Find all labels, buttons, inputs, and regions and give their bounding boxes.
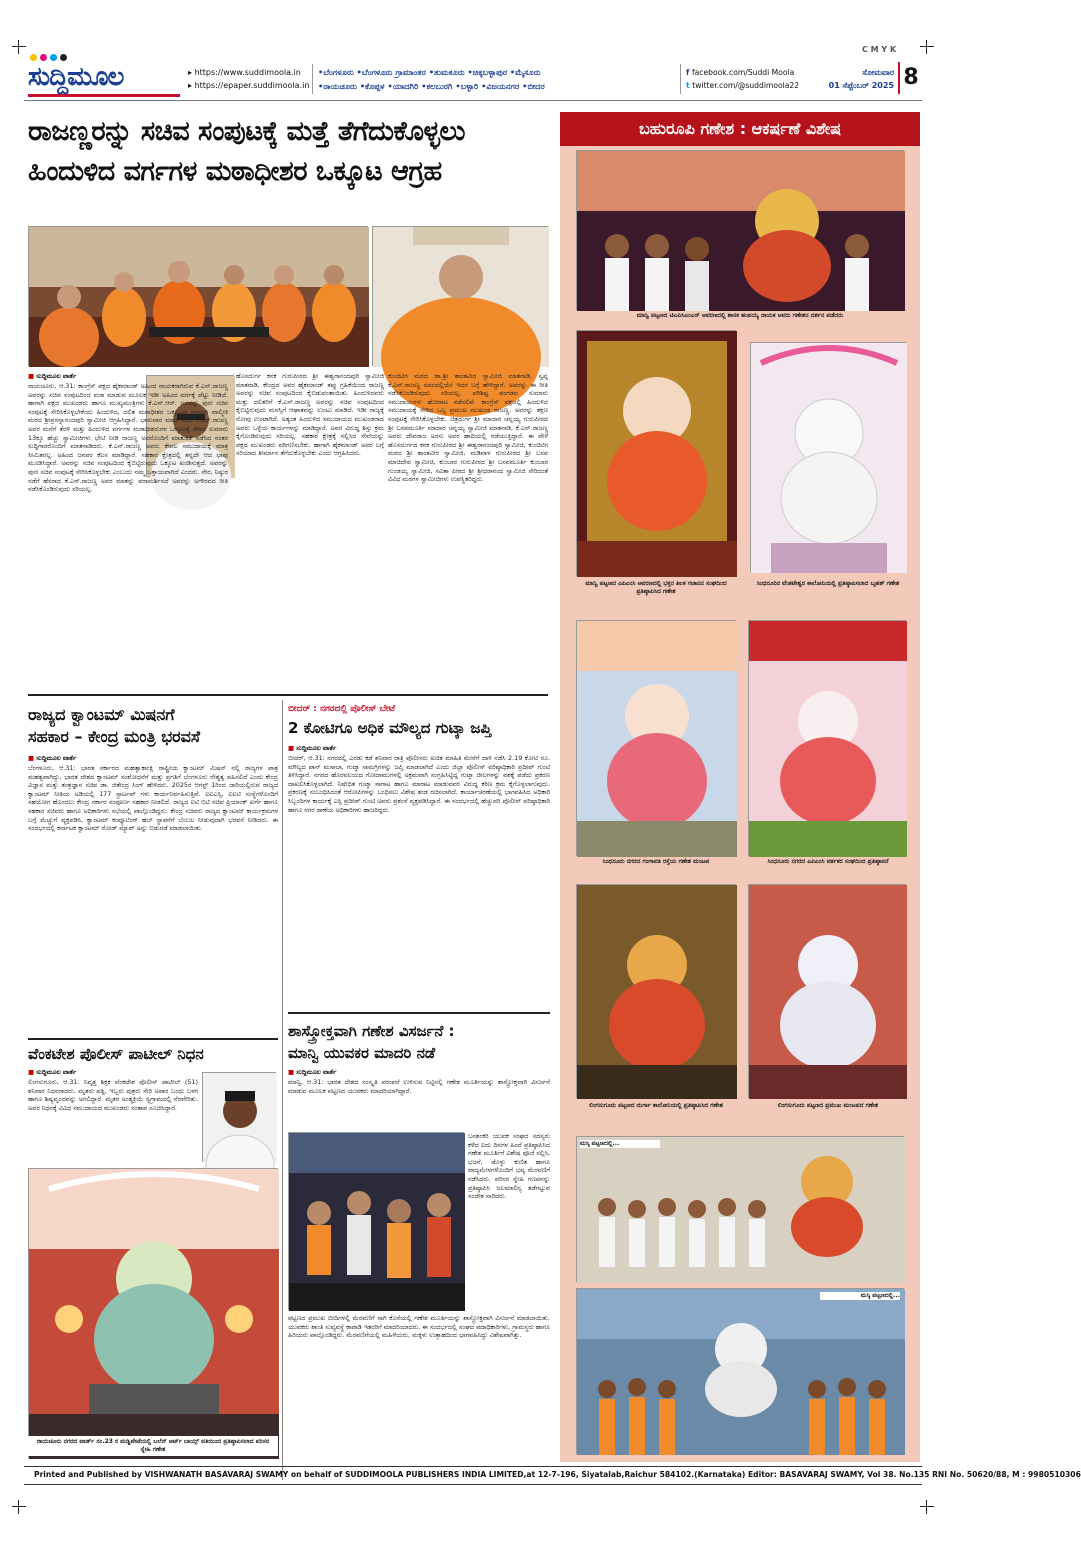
url-block [188,66,309,92]
right-photo-7 [748,884,906,1098]
crop-mark-bottom-left [12,1500,26,1514]
right-photo-4 [576,620,736,856]
lead-body-col2: ಹೊಸದುರ್ಗ ಕನಕ ಗುರುಪೀಠದ ಶ್ರೀ ಈಶ್ವರಾನಂದಪುರಿ ಸ್ವಾಮೀಜಿ ಮಾತನಾಡಿ, ಕೇಂದ್ರದ ಅವರ ಹೈಕಮಾಂಡ್ ತಪ್ಪು ಗ್ರಹಿಕೆಯಿಂದ ರಾಜಣ್ಣ ಅವರನ್ನು ಸಚಿವ ಸಂಪುಟದಿಂದ ಕೈಬಿಡುವಂತಾಯಿತು. ಹಿಂದುಳಿದವರು ಮತ್ತು ದಲಿತರಿಗೆ ಕೆ.ಎನ್.ರಾಜಣ್ಣ ಅವರನ್ನು ಸಚಿವ ಸಂಪುಟದಿಂದ ಕೈಬಿಟ್ಟಿರುವುದು ಮನಸ್ಸಿಗೆ ಆಘಾತವನ್ನು ಉಂಟು ಮಾಡಿದೆ. ಇಡೀ ರಾಜ್ಯಕ್ಕೆ ನೋವು ಉಂಟಾಗಿದೆ. ಅತ್ಯಂತ ಹಿಂದುಳಿದ ಸಮುದಾಯದ ಮುಖಂಡರಾದ ಅವರು ಒಳ್ಳೆಯ ಕಾರ್ಯಗಳನ್ನು ಮಾಡಿದ್ದಾರೆ. ಅವರ ವಿರುದ್ಧ ಶಿಸ್ತು ಕ್ರಮ ಕೈಗೊಂಡಿರುವುದು ಸರಿಯಲ್ಲ. ಸಹಕಾರ ಕ್ಷೇತ್ರಕ್ಕೆ ಸಲ್ಲಿಸಿದ ಸೇವೆಯನ್ನು ಪಕ್ಷದ ಮುಖಂಡರು ಪರಿಗಣಿಸಬೇಕು. ಹಾಗಾಗಿ ಹೈಕಮಾಂಡ್ ಅವರ ಬಗ್ಗೆ ಸರಿಯಾದ ತೀರ್ಮಾನ ತೆಗೆದುಕೊಳ್ಳಬೇಕು ಎಂದು ಆಗ್ರಹಿಸಿದರು. [236,372,384,458]
masthead-divider-2 [680,64,681,94]
masthead-divider-1 [312,64,313,94]
obit-portrait [202,1072,276,1162]
editions-list [318,65,545,93]
visarjane-body-side: ಬನಶಂಕರಿ ಯುವಕ ಸಂಘದ ಸದಸ್ಯರು ಕಳೆದ ಐದು ದಿನಗಳ ಹಿಂದೆ ಪ್ರತಿಷ್ಠಾಪಿಸಿದ ಗಣೇಶ ಮೂರ್ತಿಗೆ ವಿಶೇಷ ಪೂಜೆ ಸಲ್ಲಿಸಿ, ಭಜನೆ, ಡೊಳ್ಳು ಕುಣಿತ ಹಾಗೂ ವಾದ್ಯಮೇಳಗಳೊಂದಿಗೆ ಭವ್ಯ ಮೆರವಣಿಗೆ ನಡೆಸಿದರು. ಪರಿಸರ ಸ್ನೇಹಿ ಗಣಪನನ್ನು ಪ್ರತಿಷ್ಠಾಪಿಸಿ ಜಲಮಾಲಿನ್ಯ ತಡೆಗಟ್ಟುವ ಸಂದೇಶ ಸಾರಿದರು. [468,1132,550,1201]
obit-body: ಲಿಂಗಸುಗೂರು, ಆ.31: ನಿವೃತ್ತ ಶಿಕ್ಷಕ ವೆಂಕಟೇಶ ಪೊಲೀಸ್ ಪಾಟೀಲ್ (51) ಶನಿವಾರ ನಿಧನರಾದರು. ಮೃತರು ಪತ್ನಿ, ಇಬ್ಬರು ಪುತ್ರರು ಸೇರಿ ಅಪಾರ ಬಂಧು ಬಳಗ ಹಾಗೂ ಶಿಷ್ಯವೃಂದವನ್ನು ಅಗಲಿದ್ದಾರೆ. ಮೃತರ ಅಂತ್ಯಕ್ರಿಯೆ ಸ್ವಗ್ರಾಮದಲ್ಲಿ ನೆರವೇರಿತು. ಅವರ ನಿಧನಕ್ಕೆ ವಿವಿಧ ಸಮುದಾಯದ ಮುಖಂಡರು ಸಂತಾಪ ಸೂಚಿಸಿದ್ದಾರೆ. [28,1078,198,1112]
lead-body-col3-visible: ಕುಂಚಿಟಿಗ ಮಠದ ಡಾ.ಶ್ರೀ ಶಾಂತವೀರ ಸ್ವಾಮೀಜಿ ಮಾತನಾಡಿ, ಸ್ವಪ್ನ ಕೆ.ಎನ್.ರಾಜಣ್ಣ ಸದನದಲ್ಲಿಯೇ ಇದರ ಬಗ್ಗೆ ಹೇಳಿದ್ದಾರೆ. ಅವರನ್ನು ಈ ರೀತಿ ನಡೆಸಿಕೊಂಡಿರುವುದು ಸರಿಯಲ್ಲ. ಪರಿಶಿಷ್ಟ ಪಂಗಡದ ಸುಮಾರು ಸಮುದಾಯಗಳು ಹೋರಾಟ ನಡೆಸಲಿವೆ. ಕಾಂಗ್ರೆಸ್ ಪಕ್ಷದಲ್ಲಿ ಹಿಂದುಳಿದ ಸಮುದಾಯಕ್ಕೆ ಸೇರಿದ ಒಬ್ಬ ಪ್ರಮುಖ ಮುಖಂಡ ರಾಜಣ್ಣ. ಅವರನ್ನು ತಕ್ಷಣ ಸಂಪುಟಕ್ಕೆ ಸೇರಿಸಿಕೊಳ್ಳಬೇಕು. ಚಿತ್ರದುರ್ಗ ಶ್ರೀ ಮಾದಾರ ಚನ್ನಯ್ಯ ಗುರುಪೀಠದ ಶ್ರೀ ಬಸವಮೂರ್ತಿ ಮಾದಾರ ಚನ್ನಯ್ಯ ಸ್ವಾಮೀಜಿ ಮಾತನಾಡಿ, ಕೆ.ಎನ್.ರಾಜಣ್ಣ ಅವರು ದೇವರಾಜ ಅರಸು ಅವರ ಹಾದಿಯಲ್ಲಿ ನಡೆಯುತ್ತಿದ್ದಾರೆ. ಈ ವೇಳೆ ಹೊಸದುರ್ಗದ ಕನಕ ಗುರುಪೀಠದ ಶ್ರೀ ಈಶ್ವರಾನಂದಪುರಿ ಸ್ವಾಮೀಜಿ, ಕುಂಚಿಟಿಗ ಮಠದ ಶ್ರೀ ಶಾಂತವೀರ ಸ್ವಾಮೀಜಿ, ಮಡಿವಾಳ ಗುರುಪೀಠದ ಶ್ರೀ ಬಸವ ಮಾಚಿದೇವ ಸ್ವಾಮೀಜಿ, ಕುಂಬಾರ ಗುರುಪೀಠದ ಶ್ರೀ ಬಸವಮೂರ್ತಿ ಕುಂಬಾರ ಗುಂಡಯ್ಯ ಸ್ವಾಮೀಜಿ, ಸವಿತಾ ಪೀಠದ ಶ್ರೀ ಶ್ರೀಧರಾನಂದ ಸ್ವಾಮೀಜಿ ಸೇರಿದಂತೆ ವಿವಿಧ ಮಠಗಳ ಸ್ವಾಮೀಜಿಗಳು ಉಪಸ್ಥಿತರಿದ್ದರು. [388,372,548,484]
obit-headline: ವೆಂಕಟೇಶ ಪೊಲೀಸ್ ಪಾಟೀಲ್ ನಿಧನ [28,1045,204,1063]
visarjane-byline: ■ ಸುದ್ದಿಮೂಲ ವಾರ್ತೆ [288,1068,337,1076]
visarjane-body-bottom: ಪಟ್ಟಣದ ಪ್ರಮುಖ ಬೀದಿಗಳಲ್ಲಿ ಮೆರವಣಿಗೆ ಸಾಗಿ ಕೊನೆಯಲ್ಲಿ ಗಣೇಶ ಮೂರ್ತಿಯನ್ನು ಶಾಸ್ತ್ರೋಕ್ತವಾಗಿ ವಿಸರ್ಜನೆ ಮಾಡಲಾಯಿತು. ಯುವಕರು ಶಾಂತಿ ಸುವ್ಯವಸ್ಥೆ ಕಾಪಾಡಿ ಇತರರಿಗೆ ಮಾದರಿಯಾದರು. ಈ ಸಂದರ್ಭದಲ್ಲಿ ಸಂಘದ ಪದಾಧಿಕಾರಿಗಳು, ಗ್ರಾಮಸ್ಥರು ಹಾಗೂ ಹಿರಿಯರು ಪಾಲ್ಗೊಂಡಿದ್ದರು. ಮೆರವಣಿಗೆಯಲ್ಲಿ ಮಹಿಳೆಯರು, ಮಕ್ಕಳು ಉತ್ಸಾಹದಿಂದ ಭಾಗವಹಿಸಿದ್ದು ವಿಶೇಷವಾಗಿತ್ತು. [288,1314,550,1340]
facebook-icon: f [686,68,692,77]
cmyk-label: C M Y K [862,45,897,54]
right-photo-1 [576,150,904,310]
bottom-left-ganesha-photo [28,1168,278,1458]
crop-mark-bottom-right [920,1500,934,1514]
bullet-icon: ■ [28,754,35,762]
bidar-body: ಬೀದರ್, ಆ.31: ನಗರದಲ್ಲಿ ಎರಡು ಕಡೆ ಶನಿವಾರ ರಾತ್ರಿ ಪೊಲೀಸರು ಖಚಿತ ಮಾಹಿತಿ ಮೇರೆಗೆ ದಾಳಿ ನಡೆಸಿ 2.19 ಕೋಟಿ ರೂ. ಮೌಲ್ಯದ ಪಾನ್ ಮಸಾಲಾ, ಗುಟ್ಕಾ ಸಾಮಗ್ರಿಗಳನ್ನು ಜಪ್ತಿ ಮಾಡಲಾಗಿದೆ ಎಂದು ಜಿಲ್ಲಾ ಪೊಲೀಸ್ ವರಿಷ್ಠಾಧಿಕಾರಿ ಪ್ರದೀಪ್ ಗುಂಟಿ ತಿಳಿಸಿದ್ದಾರೆ. ನಗರದ ಹೊರವಲಯದ ಗೋದಾಮುಗಳಲ್ಲಿ ಅಕ್ರಮವಾಗಿ ಸಂಗ್ರಹಿಸಿಟ್ಟಿದ್ದ ಗುಟ್ಕಾ ಚೀಲಗಳನ್ನು ವಶಕ್ಕೆ ಪಡೆದು ಪ್ರಕರಣ ದಾಖಲಿಸಿಕೊಳ್ಳಲಾಗಿದೆ. ನಿಷೇಧಿತ ಗುಟ್ಕಾ ಸಾಗಾಟ ಹಾಗೂ ಮಾರಾಟ ಮಾಡುವವರ ವಿರುದ್ಧ ಕಠಿಣ ಕ್ರಮ ಕೈಗೊಳ್ಳಲಾಗುವುದು. ಪ್ರಕರಣಕ್ಕೆ ಸಂಬಂಧಿಸಿದಂತೆ ಆರೋಪಿಗಳನ್ನು ಬಂಧಿಸಲು ವಿಶೇಷ ತಂಡ ರಚಿಸಲಾಗಿದೆ. ಕಾರ್ಯಾಚರಣೆಯಲ್ಲಿ ಭಾಗವಹಿಸಿದ ಅಧಿಕಾರಿ ಸಿಬ್ಬಂದಿಗಳ ಕಾರ್ಯಕ್ಕೆ ಎಸ್ಪಿ ಪ್ರದೀಪ್ ಗುಂಟಿ ಅವರು ಪ್ರಶಂಸೆ ವ್ಯಕ್ತಪಡಿಸಿದ್ದಾರೆ. ಈ ಸಂದರ್ಭದಲ್ಲಿ ಹೆಚ್ಚುವರಿ ಪೊಲೀಸ್ ವರಿಷ್ಠಾಧಿಕಾರಿ ಹಾಗೂ ನಗರ ಠಾಣೆಯ ಅಧಿಕಾರಿಗಳು ಹಾಜರಿದ್ದರು. [288,754,550,814]
social-block [686,66,799,92]
twitter-icon: t [686,81,693,90]
right-caption-9: ಮಸ್ಕಿ ಪಟ್ಟಣದಲ್ಲಿ... [820,1292,900,1300]
editions-row-2: •ರಾಯಚೂರು •ಕೊಪ್ಪಳ •ಯಾದಗಿರಿ •ಕಲಬುರಗಿ •ಬಳ್ಳಾರಿ •ವಿಜಯನಗರ •ಬೀದರ [318,81,545,91]
column-divider [282,700,283,1480]
date-block [808,66,894,92]
bidar-kicker: ಬೀದರ್ : ನಗರದಲ್ಲಿ ಪೊಲೀಸ್ ಬೇಟೆ [288,704,395,714]
website-link[interactable]: ▸ https://www.suddimoola.in [188,68,301,77]
bullet-icon: ■ [288,744,295,752]
masthead-logo: ಸುದ್ದಿಮೂಲ [28,62,124,92]
bidar-headline: 2 ಕೋಟಿಗೂ ಅಧಿಕ ಮೌಲ್ಯದ ಗುಟ್ಕಾ ಜಪ್ತಿ [288,719,492,737]
lead-photo-seers [28,226,368,366]
date-label: 01 ಸೆಪ್ಟೆಂಬರ್ 2025 [828,81,894,90]
right-caption-1: ಮಾನ್ವಿ ಪಟ್ಟಣದ ಟಿಎಪಿಸಿಎಂಎಸ್ ಆವರಣದಲ್ಲಿ ಶಾಸಕ ಹಂಪಯ್ಯ ನಾಯಕ ಅವರು ಗಣೇಶನ ದರ್ಶನ ಪಡೆದರು [636,312,844,319]
quantum-body: ಬೆಂಗಳೂರು, ಆ.31: ಭಾರತ ಸರ್ಕಾರದ ಮಹತ್ವಾಕಾಂಕ್ಷಿ ರಾಷ್ಟ್ರೀಯ ಕ್ವಾಂಟಮ್ ಮಿಷನ್ ನಲ್ಲಿ ರಾಜ್ಯಗಳ ಪಾತ್ರ ಮಹತ್ವವಾಗಿದ್ದು, ಭಾರತ ದೇಶದ ಕ್ವಾಂಟಮ್ ಸಂಶೋಧನೆಗೆ ಮತ್ತು ಪ್ರಗತಿಗೆ ಬೆಂಗಳೂರು ನೇತೃತ್ವ ವಹಿಸಲಿದೆ ಎಂದು ಕೇಂದ್ರ ವಿಜ್ಞಾನ ಮತ್ತು ತಂತ್ರಜ್ಞಾನ ಸಚಿವ ಡಾ. ಜಿತೇಂದ್ರ ಸಿಂಗ್ ಹೇಳಿದರು. 2025ರ ಆಗಸ್ಟ್ 1ರಿಂದ ಜಾರಿಯಲ್ಲಿರುವ ರಾಜ್ಯದ ಕ್ವಾಂಟಮ್ ನೀತಿಯ ಅಡಿಯಲ್ಲಿ 177 ಸ್ಟಾರ್ಟಪ್ ಗಳು ಕಾರ್ಯನಿರ್ವಹಿಸುತ್ತಿವೆ. ಐಐಎಸ್ಸಿ, ಐಐಟಿ ಸಂಸ್ಥೆಗಳೊಂದಿಗೆ ಸಹಯೋಗ ಹೊಂದಲು ಕೇಂದ್ರ ಸರ್ಕಾರ ಸಂಪೂರ್ಣ ಸಹಕಾರ ನೀಡಲಿದೆ. ರಾಜ್ಯದ ಐಟಿ ಬಿಟಿ ಸಚಿವ ಪ್ರಿಯಾಂಕ್ ಖರ್ಗೆ ಹಾಗೂ ಸಹಕಾರ ಸಚಿವರು ಹಾಗೂ ಅಧಿಕಾರಿಗಳು ಸಭೆಯಲ್ಲಿ ಪಾಲ್ಗೊಂಡಿದ್ದರು. ಕೇಂದ್ರ ಸಚಿವರು ರಾಜ್ಯದ ಕ್ವಾಂಟಮ್ ಕಾರ್ಯಕ್ರಮಗಳ ಬಗ್ಗೆ ಮೆಚ್ಚುಗೆ ವ್ಯಕ್ತಪಡಿಸಿ, ಕ್ವಾಂಟಮ್ ಕಂಪ್ಯೂಟಿಂಗ್ ಹಬ್ ಸ್ಥಾಪನೆಗೆ ಬೆಂಬಲ ನೀಡುವುದಾಗಿ ಭರವಸೆ ನೀಡಿದರು. ಈ ಸಂದರ್ಭದಲ್ಲಿ ಕರ್ನಾಟಕ ಕ್ವಾಂಟಮ್ ರೋಡ್ ಮ್ಯಾಪ್ ಅನ್ನು ಬಿಡುಗಡೆ ಮಾಡಲಾಯಿತು. [28,764,278,833]
right-section-banner: ಬಹುರೂಪಿ ಗಣೇಶ : ಆಕರ್ಷಣೆ ವಿಶೇಷ [560,112,920,146]
right-caption-6: ಲಿಂಗಸುಗೂರು ಪಟ್ಟಣದ ದುರ್ಗಾ ಕಾಲೋನಿಯಲ್ಲಿ ಪ್ರತಿಷ್ಠಾಪಿಸಿದ ಗಣೇಶ [589,1102,723,1109]
right-caption-4: ಸಿಂಧನೂರು ನಗರದ ಗಂಗಾವತಿ ರಸ್ತೆಯ ಗಣೇಶ ಮಂಟಪ [602,858,710,865]
visarjane-photo [288,1132,464,1310]
lead-bottom-rule [28,694,548,696]
epaper-link[interactable]: ▸ https://epaper.suddimoola.in [188,81,310,90]
bullet-icon: ■ [288,1068,295,1076]
footer-top-rule [24,1466,922,1467]
bidar-byline: ■ ಸುದ್ದಿಮೂಲ ವಾರ್ತೆ [288,744,337,752]
right-photo-8 [576,1136,904,1282]
bullet-icon: ■ [28,1068,35,1076]
lead-body-col1: ರಾಯಚೂರು, ಆ.31: ಕಾಂಗ್ರೆಸ್ ಪಕ್ಷದ ಹೈಕಮಾಂಡ್ ಅಹಿಂದ ನಾಯಕರಾಗಿರುವ ಕೆ.ಎನ್.ರಾಜಣ್ಣ ಅವರನ್ನು ಸಚಿವ ಸಂಪುಟದಿಂದ ವಜಾ ಮಾಡುವ ಮೂಲಕ ಇಡೀ ಅಹಿಂದ ವರ್ಗಕ್ಕೆ ಪೆಟ್ಟು ನೀಡಿದೆ. ಹಾಗಾಗಿ ಪಕ್ಷದ ಮುಖಂಡರು ಹಾಗೂ ಮುಖ್ಯಮಂತ್ರಿಗಳು ಕೆ.ಎನ್.ಆರ್. ಅವರನ್ನು ಪುನಃ ಸಚಿವ ಸಂಪುಟಕ್ಕೆ ಸೇರಿಸಿಕೊಳ್ಳಬೇಕೆಂದು ಹಿಂದುಳಿದ, ದಲಿತ ಮಠಾಧೀಶರ ಒಕ್ಕೂಟದ ಪರವಾಗಿ ವಾಲ್ಮೀಕಿ ಮಠದ ಶ್ರೀಪ್ರಸನ್ನಾನಂದಪುರಿ ಸ್ವಾಮೀಜಿ ಆಗ್ರಹಿಸಿದ್ದಾರೆ. ಭಾನುವಾರ ಮಾಜಿ ಸಚಿವ ಕೆ.ಎನ್.ರಾಜಣ್ಣ ಅವರ ಮನೆಗೆ ತೆರಳಿ ಮತ್ತು ಹಿಂದುಳಿದ ವರ್ಗಗಳ ಮಠಾಧೀಶರುಗಳ ಒಕ್ಕೂಟಕ್ಕೆ ಸೇರಿದ ಸುಮಾರು 13ಕ್ಕೂ ಹೆಚ್ಚು ಸ್ವಾಮೀಜಿಗಳು ಭೇಟಿ ನೀಡಿ ರಾಜಣ್ಣ ಅವರೊಂದಿಗೆ ಮಾತುಕತೆ ನಡೆಸಿದ ನಂತರ ಸುದ್ದಿಗಾರರೊಂದಿಗೆ ಮಾತನಾಡಿದರು. ಕೆ.ಎನ್.ರಾಜಣ್ಣ ಅವರು ಕೇವಲ ಸಮುದಾಯಕ್ಕೆ ಮಾತ್ರ ಸೀಮಿತರಲ್ಲ. ಅಹಿಂದ ಜನಪರ ಕೆಲಸ ಮಾಡಿದ್ದಾರೆ. ಸಹಕಾರ ಕ್ಷೇತ್ರದಲ್ಲಿ ತನ್ನದೇ ಆದ ಛಾಪು ಮೂಡಿಸಿದ್ದಾರೆ. ಅವರನ್ನು ಸಚಿವ ಸಂಪುಟದಿಂದ ಕೈಬಿಟ್ಟಿರುವುದು ಒಕ್ಕೂಟ ಖಂಡಿಸುತ್ತದೆ. ಅವರನ್ನು ಪುನಃ ಸಚಿವ ಸಂಪುಟಕ್ಕೆ ಸೇರಿಸಿಕೊಳ್ಳಬೇಕು ಎಂಬುದು ನಮ್ಮ ಒತ್ತಾಯವಾಗಿದೆ ಎಂದರು. ನೇರ, ನಿಷ್ಠುರ ನಡೆಗೆ ಹೆಸರಾದ ಕೆ.ಎನ್.ರಾಜಣ್ಣ ಅವರ ಮಾತನ್ನು ಪರಾಮರ್ಶಿಸದೆ ಅವರನ್ನು ಅಗೌರವದ ರೀತಿ ನಡೆಸಿಕೊಂಡಿರುವುದು ಸರಿಯಲ್ಲ. [28,382,228,494]
twitter-link[interactable]: t twitter.com/@suddimoola22 [686,81,800,90]
quantum-headline: ರಾಜ್ಯದ ಕ್ವಾಂಟಮ್ ಮಿಷನಗೆ ಸಹಕಾರ – ಕೇಂದ್ರ ಮಂತ್ರಿ ಭರವಸೆ [28,705,201,746]
footer-bottom-rule [24,1484,922,1485]
quantum-bottom-rule [28,1038,278,1040]
right-photo-5 [748,620,906,856]
crop-mark-top-right [920,40,934,54]
crop-mark-top-left [12,40,26,54]
lead-byline: ■ ಸುದ್ದಿಮೂಲ ವಾರ್ತೆ [28,372,77,380]
bullet-icon: ■ [28,372,35,380]
editions-row-1: •ಬೆಂಗಳೂರು •ಬೆಂಗಳೂರು ಗ್ರಾಮಾಂತರ •ತುಮಕೂರು •ಚಿಕ್ಕಬಳ್ಳಾಪುರ •ಮೈಸೂರು [318,67,541,77]
page-number: 8 [898,62,922,94]
footer-imprint: Printed and Published by VISHWANATH BASAVARAJ SWAMY on behalf of SUDDIMOOLA PUBLISHERS INDIA LIMITED,at 12-7-196, Siyatalab,Raichur 584102.(Karnataka) Editor: BASAVARAJ SWAMY, Vol 38. No.135 RNI No. 50620/88, M : 9980510306 [34,1470,1081,1479]
bottom-left-caption: ರಾಯಚೂರು ನಗರದ ವಾರ್ಡ್ ನಂ.23 ರ ಮಡ್ಡಿಪೇಟೆಯಲ್ಲಿ ಬಲೆನ್ ಆರ್ಟ್ ಬಾಯ್ಸ್ ವತಿಯಿಂದ ಪ್ರತಿಷ್ಠಾಪಿಸಲಾದ ಪರಿಸರ ಸ್ನೇಹಿ ಗಣೇಶ [28,1436,278,1456]
lead-photo-swamiji [372,226,548,366]
masthead-bottom-rule [24,100,922,101]
right-caption-2: ಮಾನ್ವಿ ಪಟ್ಟಣದ ಎಪಿಎಂಸಿ ಆವರಣದಲ್ಲಿ ಭಕ್ತರ ತಿಲಕ ಗಜಾನನ ಸಂಘದಿಂದ ಪ್ರತಿಷ್ಠಾಪಿಸಿದ ಗಣೇಶ [585,580,727,595]
lead-headline: ರಾಜಣ್ಣರನ್ನು ಸಚಿವ ಸಂಪುಟಕ್ಕೆ ಮತ್ತೆ ತೆಗೆದುಕೊಳ್ಳಲು ಹಿಂದುಳಿದ ವರ್ಗಗಳ ಮಠಾಧೀಶರ ಒಕ್ಕೂಟ ಆಗ್ರಹ [28,116,465,187]
right-caption-7: ಲಿಂಗಸುಗೂರು ಪಟ್ಟಣದ ಪ್ರಮುಖ ಮಂಟಪದ ಗಣೇಶ [777,1102,879,1109]
visarjane-headline: ಶಾಸ್ತ್ರೋಕ್ತವಾಗಿ ಗಣೇಶ ವಿಸರ್ಜನೆ : ಮಾನ್ವಿ ಯುವಕರ ಮಾದರಿ ನಡೆ [288,1022,455,1062]
globe-icon: ▸ [188,68,195,77]
right-caption-8: ಮಸ್ಕಿ ಪಟ್ಟಣದಲ್ಲಿ... [580,1140,660,1148]
day-label: ಸೋಮವಾರ [862,68,894,77]
right-caption-5: ಸಿಂಧನೂರು ನಗರದ ಎಪಿಎಂಸಿ ವರ್ತಕರ ಸಂಘದಿಂದ ಪ್ರತಿಷ್ಠಾಪನೆ [767,858,889,865]
right-caption-3: ಸಿಂಧನೂರಿನ ವೆಂಕಟೇಶ್ವರ ಕಾಲೋನಿಯಲ್ಲಿ ಪ್ರತಿಷ್ಠಾಪಿಸಲಾದ ಬೃಹತ್ ಗಣೇಶ [756,580,900,587]
right-photo-6 [576,884,736,1098]
visarjane-body-top: ಮಾನ್ವಿ, ಆ.31: ಭಾರತ ದೇಶದ ಸಂಸ್ಕೃತಿ ಪರಂಪರೆ ಉಳಿಸುವ ನಿಟ್ಟಿನಲ್ಲಿ ಗಣೇಶ ಮೂರ್ತಿಯನ್ನು ಶಾಸ್ತ್ರೋಕ್ತವಾಗಿ ವಿಸರ್ಜನೆ ಮಾಡುವ ಮೂಲಕ ಪಟ್ಟಣದ ಯುವಕರು ಮಾದರಿಯಾಗಿದ್ದಾರೆ. [288,1078,550,1095]
right-photo-9 [576,1288,904,1454]
bidar-bottom-rule [288,1012,550,1014]
facebook-link[interactable]: f facebook.com/Suddi Moola [686,68,795,77]
logo-underline [28,94,180,97]
obit-byline: ■ ಸುದ್ದಿಮೂಲ ವಾರ್ತೆ [28,1068,77,1076]
right-photo-3 [750,342,906,572]
quantum-byline: ■ ಸುದ್ದಿಮೂಲ ವಾರ್ತೆ [28,754,77,762]
globe-icon: ▸ [188,81,195,90]
right-photo-2 [576,330,736,576]
